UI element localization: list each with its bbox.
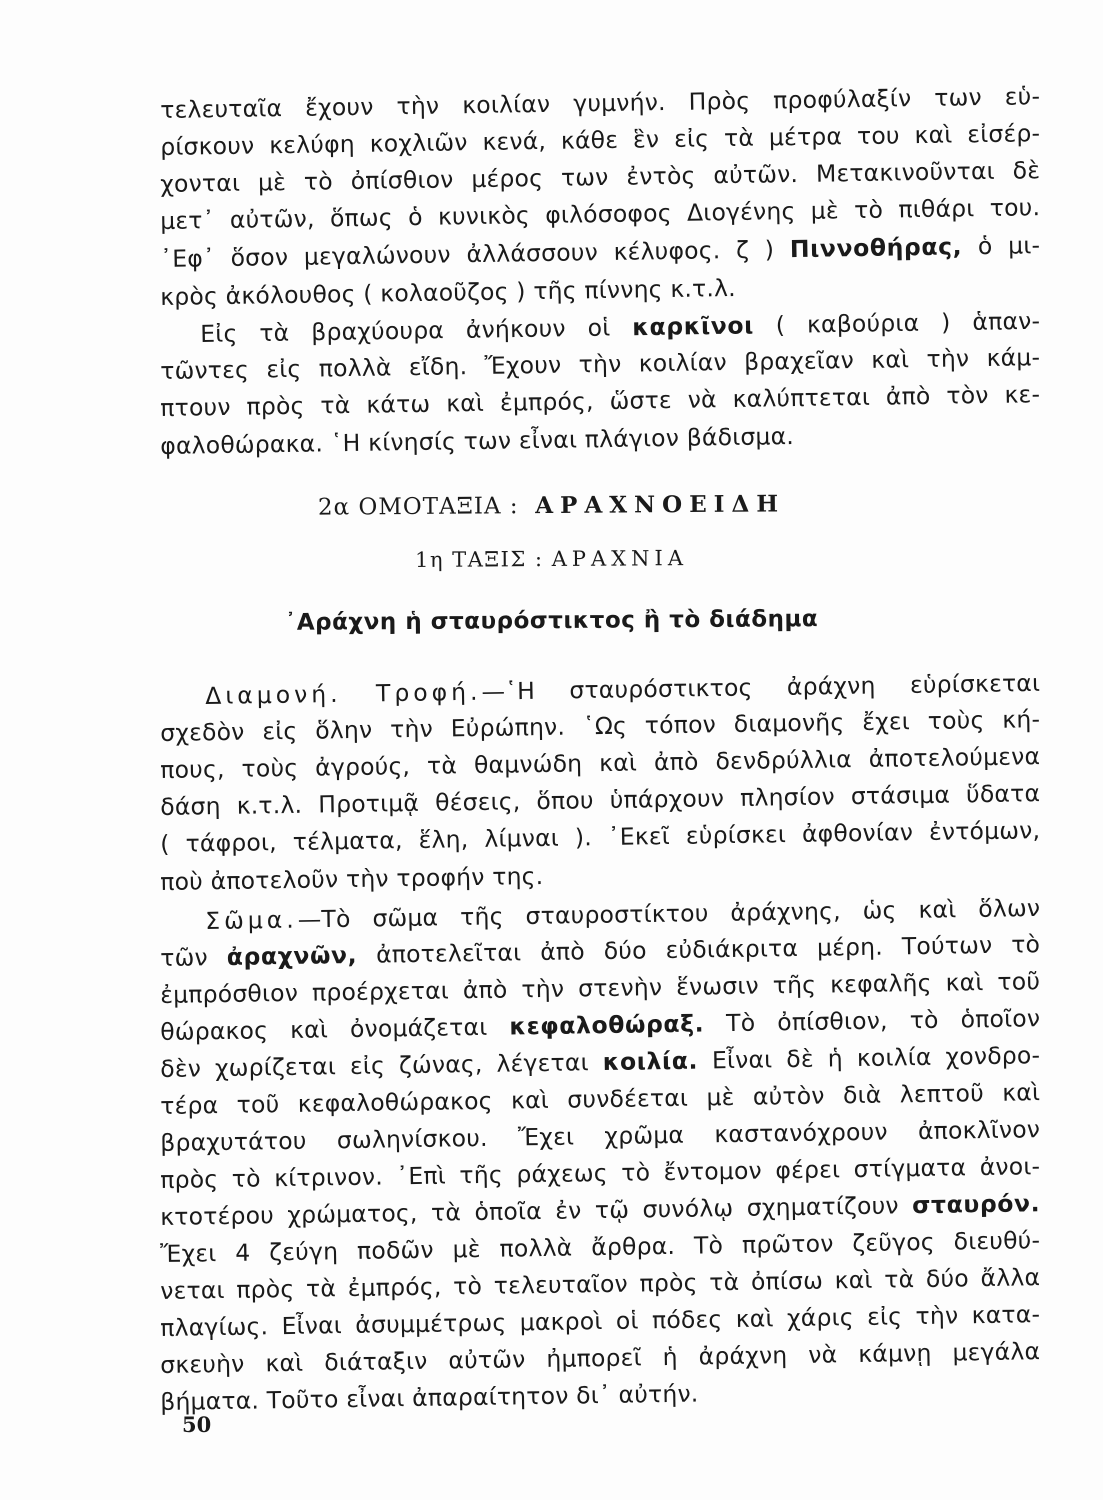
text-line: Ἔχει 4 ζεύγη ποδῶν μὲ πολλὰ ἄρθρα. Τὸ πρῶτον ζεῦγος διευθύ-: [160, 1226, 1041, 1268]
text-line: βραχυτάτου σωληνίσκου. Ἔχει χρῶμα καστανόχρουν ἀποκλῖνον: [160, 1115, 1041, 1157]
text-line: ( τάφροι, τέλματα, ἕλη, λίμναι ). ᾽Εκεῖ εὑρίσκει ἀφθονίαν ἐντόμων,: [160, 816, 1041, 858]
term-karkinoi: καρκῖνοι: [632, 311, 755, 342]
text-line: ρίσκουν κελύφη κοχλιῶν κενά, κάθε ἓν εἰς τὰ μέτρα του καὶ εἰσέρ-: [160, 119, 1041, 161]
text-line: δὲν χωρίζεται εἰς ζώνας, λέγεται κοιλία. Εἶναι δὲ ἡ κοιλία χονδρο-: [160, 1041, 1041, 1083]
text-line: νεται πρὸς τὰ ἐμπρός, τὸ τελευταῖον πρὸς τὰ ὀπίσω καὶ τὰ δύο ἄλλα: [160, 1263, 1041, 1305]
term-stavron: σταυρόν.: [911, 1189, 1041, 1220]
term-arachnon: ἀραχνῶν,: [226, 940, 358, 971]
text-line: ποὺ ἀποτελοῦν τὴν τροφήν της.: [160, 861, 544, 896]
section-lead-soma: Σῶμα.: [205, 905, 298, 935]
text-line: πτουν πρὸς τὰ κάτω καὶ ἐμπρός, ὥστε νὰ καλύπτεται ἀπὸ τὸν κε-: [160, 380, 1041, 422]
term-koilia: κοιλία.: [602, 1046, 699, 1077]
text-line: σχεδὸν εἰς ὅλην τὴν Εὐρώπην. ῾Ως τόπον διαμονῆς ἔχει τοὺς κή-: [160, 705, 1041, 747]
term-pinnotheres: Πιννοθήρας,: [789, 232, 963, 264]
text-line: πλαγίως. Εἶναι ἀσυμμέτρως μακροὶ οἱ πόδες καὶ χάρις εἰς τὴν κατα-: [160, 1300, 1041, 1342]
text-line: τελευταῖα ἔχουν τὴν κοιλίαν γυμνήν. Πρὸς προφύλαξίν των εὑ-: [160, 82, 1041, 124]
text-line: μετ᾽ αὐτῶν, ὅπως ὁ κυνικὸς φιλόσοφος Διογένης μὲ τὸ πιθάρι του.: [160, 193, 1041, 235]
text-line: βήματα. Τοῦτο εἶναι ἀπαραίτητον δι᾽ αὐτήν.: [160, 1379, 699, 1416]
text-line: Διαμονή. Τροφή.—῾Η σταυρόστικτος ἀράχνη εὑρίσκεται: [205, 668, 1041, 710]
order-heading: 1η ΤΑΞΙΣ : ΑΡΑΧΝΙΑ: [414, 546, 689, 572]
term-kefalothorax: κεφαλοθώραξ.: [509, 1009, 705, 1041]
text-line: θώρακος καὶ ὀνομάζεται κεφαλοθώραξ. Τὸ ὀπίσθιον, τὸ ὁποῖον: [160, 1004, 1041, 1046]
text-line: τῶντες εἰς πολλὰ εἴδη. Ἔχουν τὴν κοιλίαν βραχεῖαν καὶ τὴν κάμ-: [160, 343, 1041, 385]
species-heading: ᾽Αράχνη ἡ σταυρόστικτος ἢ τὸ διάδημα: [284, 606, 819, 636]
text-line: πρὸς τὸ κίτρινον. ᾽Επὶ τῆς ράχεως τὸ ἔντομον φέρει στίγματα ἀνοι-: [160, 1152, 1041, 1194]
text-line: φαλοθώρακα. ῾Η κίνησίς των εἶναι πλάγιον βάδισμα.: [160, 422, 795, 460]
text-line: Σῶμα.—Τὸ σῶμα τῆς σταυροστίκτου ἀράχνης, ὡς καὶ ὅλων: [205, 893, 1041, 935]
text-line: κρὸς ἀκόλουθος ( κολαοῦζος ) τῆς πίννης κ.τ.λ.: [160, 273, 737, 311]
text-line: πους, τοὺς ἀγρούς, τὰ θαμνώδη καὶ ἀπὸ δενδρύλλια ἀποτελούμενα: [160, 742, 1041, 784]
text-line: ᾽Εφ᾽ ὅσον μεγαλώνουν ἀλλάσσουν κέλυφος. ζ ) Πιννοθήρας, ὁ μι-: [160, 231, 1041, 273]
section-lead-diamoni: Διαμονή.: [205, 679, 342, 710]
section-lead-trofi: Τροφή.: [375, 677, 482, 708]
text-line: δάση κ.τ.λ. Προτιμᾷ θέσεις, ὅπου ὑπάρχουν πλησίον στάσιμα ὕδατα: [160, 779, 1041, 821]
text-line: χονται μὲ τὸ ὀπίσθιον μέρος των ἐντὸς αὐτῶν. Μετακινοῦνται δὲ: [160, 156, 1041, 198]
text-line: κτοτέρου χρώματος, τὰ ὁποῖα ἐν τῷ συνόλῳ σχηματίζουν σταυρόν.: [160, 1189, 1041, 1231]
text-line: τέρα τοῦ κεφαλοθώρακος καὶ συνδέεται μὲ αὐτὸν διὰ λεπτοῦ καὶ: [160, 1078, 1041, 1120]
page-number: 50: [182, 1412, 212, 1437]
text-line: ἐμπρόσθιον προέρχεται ἀπὸ τὴν στενὴν ἕνωσιν τῆς κεφαλῆς καὶ τοῦ: [160, 967, 1041, 1009]
text-line: τῶν ἀραχνῶν, ἀποτελεῖται ἀπὸ δύο εὐδιάκριτα μέρη. Τούτων τὸ: [160, 930, 1041, 972]
subclass-heading: 2α ΟΜΟΤΑΞΙΑ : ΑΡΑΧΝΟΕΙΔΗ: [317, 490, 786, 521]
text-line: σκευὴν καὶ διάταξιν αὐτῶν ἠμπορεῖ ἡ ἀράχνη νὰ κάμνῃ μεγάλα: [160, 1337, 1041, 1379]
text-line: Εἰς τὰ βραχύουρα ἀνήκουν οἱ καρκῖνοι ( καβούρια ) ἁπαν-: [200, 306, 1041, 348]
